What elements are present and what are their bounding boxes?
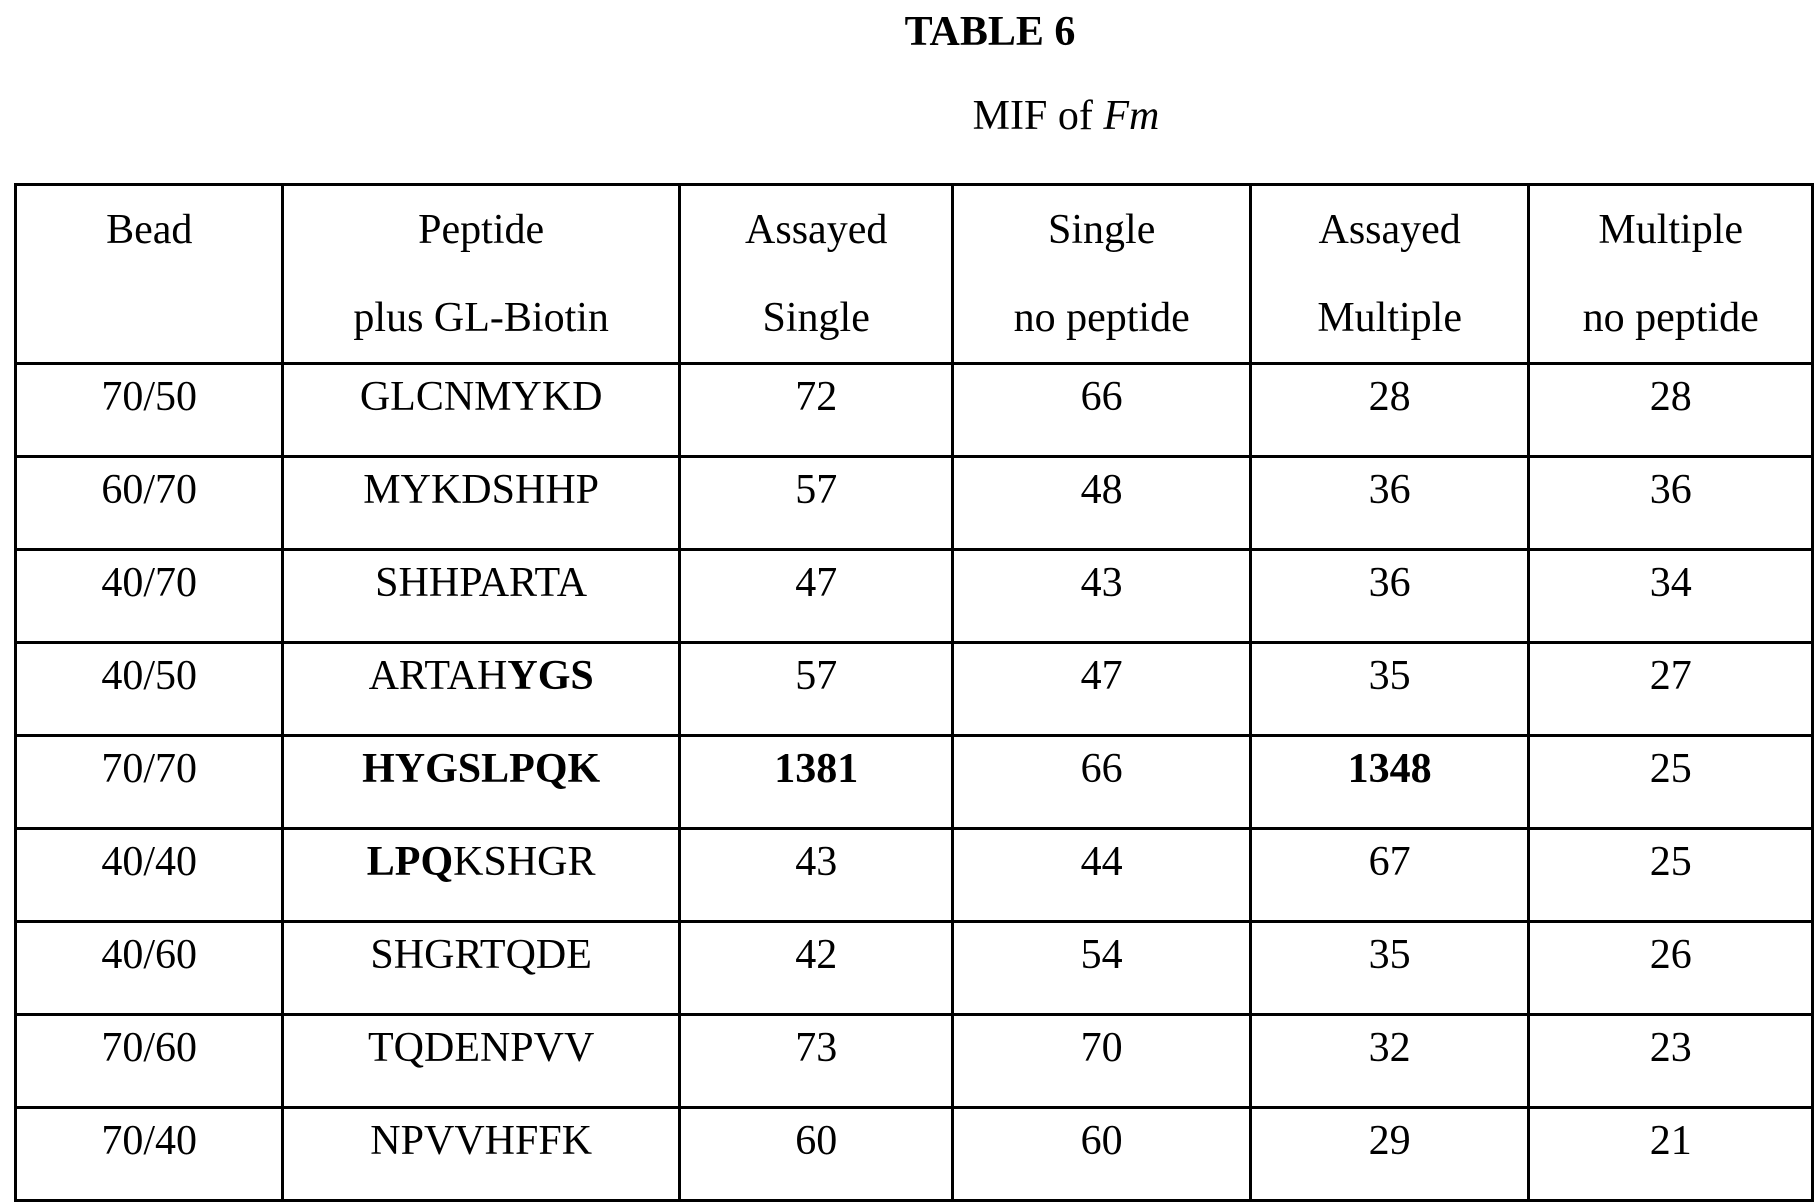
cell-assayed-single-value: 72 — [795, 374, 837, 420]
header-line: Bead — [17, 186, 281, 274]
header-single-no-peptide — [953, 185, 1250, 364]
peptide-segment: KSHGR — [453, 839, 595, 885]
cell-assayed-single-value: 60 — [795, 1118, 837, 1164]
cell-peptide — [283, 829, 679, 922]
table-title: TABLE 6 — [0, 8, 1818, 56]
cell-multiple-no-peptide-value: 25 — [1650, 839, 1692, 885]
header-row — [16, 185, 1813, 364]
cell-bead-value: 70/40 — [101, 1118, 197, 1164]
cell-multiple-no-peptide-value: 26 — [1650, 932, 1692, 978]
header-line: Single — [681, 274, 952, 362]
cell-bead-value: 40/40 — [101, 839, 197, 885]
cell-assayed-multiple — [1250, 643, 1529, 736]
cell-assayed-single-value: 42 — [795, 932, 837, 978]
cell-single-no-peptide-value: 43 — [1081, 560, 1123, 606]
cell-assayed-multiple-value: 67 — [1369, 839, 1411, 885]
cell-multiple-no-peptide — [1529, 829, 1813, 922]
cell-peptide — [283, 643, 679, 736]
header-line: plus GL-Biotin — [284, 274, 677, 362]
cell-assayed-single — [679, 922, 953, 1015]
cell-peptide — [283, 550, 679, 643]
cell-bead — [16, 1108, 283, 1201]
peptide-segment: TQDENPVV — [368, 1025, 594, 1071]
cell-assayed-single-value: 57 — [795, 653, 837, 699]
cell-single-no-peptide-value: 66 — [1081, 374, 1123, 420]
cell-assayed-multiple-value: 35 — [1369, 653, 1411, 699]
header-line: Single — [954, 186, 1248, 274]
cell-assayed-single — [679, 1015, 953, 1108]
cell-single-no-peptide-value: 60 — [1081, 1118, 1123, 1164]
cell-single-no-peptide — [953, 829, 1250, 922]
cell-multiple-no-peptide-value: 36 — [1650, 467, 1692, 513]
cell-peptide — [283, 922, 679, 1015]
cell-assayed-multiple-value: 36 — [1369, 467, 1411, 513]
cell-assayed-multiple — [1250, 1015, 1529, 1108]
header-line: Assayed — [681, 186, 952, 274]
cell-assayed-multiple-value: 32 — [1369, 1025, 1411, 1071]
header-line: Multiple — [1252, 274, 1528, 362]
peptide-segment: SHGRTQDE — [370, 932, 591, 978]
cell-multiple-no-peptide — [1529, 457, 1813, 550]
subtitle-prefix: MIF of — [973, 93, 1104, 139]
cell-multiple-no-peptide-value: 25 — [1650, 746, 1692, 792]
cell-single-no-peptide-value: 70 — [1081, 1025, 1123, 1071]
cell-bead-value: 60/70 — [101, 467, 197, 513]
cell-single-no-peptide-value: 44 — [1081, 839, 1123, 885]
cell-assayed-multiple-value: 1348 — [1348, 746, 1432, 792]
cell-assayed-multiple-value: 29 — [1369, 1118, 1411, 1164]
cell-multiple-no-peptide — [1529, 736, 1813, 829]
cell-bead-value: 70/60 — [101, 1025, 197, 1071]
cell-single-no-peptide — [953, 550, 1250, 643]
cell-assayed-multiple-value: 28 — [1369, 374, 1411, 420]
header-line: no peptide — [954, 274, 1248, 362]
cell-assayed-single-value: 57 — [795, 467, 837, 513]
cell-bead-value: 70/70 — [101, 746, 197, 792]
header-line: no peptide — [1530, 274, 1811, 362]
cell-assayed-multiple — [1250, 1108, 1529, 1201]
cell-assayed-single — [679, 457, 953, 550]
cell-peptide — [283, 736, 679, 829]
cell-multiple-no-peptide-value: 21 — [1650, 1118, 1692, 1164]
data-table — [14, 183, 1814, 1202]
cell-multiple-no-peptide — [1529, 1108, 1813, 1201]
cell-single-no-peptide-value: 54 — [1081, 932, 1123, 978]
peptide-segment: SHHPARTA — [375, 560, 587, 606]
cell-bead — [16, 550, 283, 643]
cell-assayed-single-value: 1381 — [774, 746, 858, 792]
cell-assayed-single — [679, 364, 953, 457]
peptide-segment: ARTAH — [369, 653, 508, 699]
cell-bead — [16, 736, 283, 829]
cell-assayed-single-value: 47 — [795, 560, 837, 606]
cell-multiple-no-peptide-value: 34 — [1650, 560, 1692, 606]
table-subtitle — [0, 92, 1818, 140]
cell-assayed-single — [679, 829, 953, 922]
cell-single-no-peptide — [953, 364, 1250, 457]
header-line: Multiple — [1530, 186, 1811, 274]
peptide-segment: YGS — [507, 653, 593, 699]
cell-bead — [16, 1015, 283, 1108]
cell-bead — [16, 829, 283, 922]
peptide-segment: MYKDSHHP — [363, 467, 599, 513]
cell-assayed-multiple — [1250, 457, 1529, 550]
peptide-segment: NPVVHFFK — [370, 1118, 592, 1164]
table-row — [16, 1015, 1813, 1108]
cell-bead — [16, 643, 283, 736]
cell-assayed-multiple — [1250, 736, 1529, 829]
table-row — [16, 457, 1813, 550]
cell-assayed-single — [679, 550, 953, 643]
cell-multiple-no-peptide — [1529, 550, 1813, 643]
header-line — [17, 274, 281, 362]
table-row — [16, 829, 1813, 922]
header-line: Peptide — [284, 186, 677, 274]
cell-multiple-no-peptide-value: 27 — [1650, 653, 1692, 699]
header-peptide — [283, 185, 679, 364]
cell-bead-value: 40/60 — [101, 932, 197, 978]
cell-assayed-multiple — [1250, 364, 1529, 457]
cell-single-no-peptide-value: 48 — [1081, 467, 1123, 513]
cell-single-no-peptide — [953, 1015, 1250, 1108]
cell-single-no-peptide-value: 47 — [1081, 653, 1123, 699]
cell-bead — [16, 457, 283, 550]
header-assayed-multiple — [1250, 185, 1529, 364]
cell-bead — [16, 364, 283, 457]
cell-peptide — [283, 364, 679, 457]
header-bead — [16, 185, 283, 364]
table-row — [16, 922, 1813, 1015]
cell-assayed-multiple-value: 35 — [1369, 932, 1411, 978]
cell-single-no-peptide — [953, 922, 1250, 1015]
header-multiple-no-peptide — [1529, 185, 1813, 364]
cell-single-no-peptide-value: 66 — [1081, 746, 1123, 792]
cell-assayed-multiple — [1250, 550, 1529, 643]
cell-assayed-single — [679, 643, 953, 736]
cell-single-no-peptide — [953, 457, 1250, 550]
cell-multiple-no-peptide — [1529, 643, 1813, 736]
cell-assayed-single-value: 43 — [795, 839, 837, 885]
table-row — [16, 643, 1813, 736]
subtitle-organism: Fm — [1103, 93, 1159, 139]
table-row — [16, 550, 1813, 643]
cell-bead — [16, 922, 283, 1015]
table-row — [16, 1108, 1813, 1201]
cell-bead-value: 40/50 — [101, 653, 197, 699]
cell-assayed-multiple-value: 36 — [1369, 560, 1411, 606]
peptide-segment: GLCNMYKD — [360, 374, 603, 420]
cell-assayed-single-value: 73 — [795, 1025, 837, 1071]
cell-multiple-no-peptide — [1529, 922, 1813, 1015]
cell-assayed-single — [679, 1108, 953, 1201]
cell-multiple-no-peptide — [1529, 364, 1813, 457]
cell-multiple-no-peptide-value: 23 — [1650, 1025, 1692, 1071]
cell-single-no-peptide — [953, 736, 1250, 829]
cell-single-no-peptide — [953, 1108, 1250, 1201]
peptide-segment: HYGSLPQK — [362, 746, 600, 792]
peptide-segment: LPQ — [367, 839, 453, 885]
cell-assayed-multiple — [1250, 829, 1529, 922]
header-line: Assayed — [1252, 186, 1528, 274]
cell-multiple-no-peptide — [1529, 1015, 1813, 1108]
table-row — [16, 736, 1813, 829]
cell-bead-value: 40/70 — [101, 560, 197, 606]
table-row — [16, 364, 1813, 457]
cell-multiple-no-peptide-value: 28 — [1650, 374, 1692, 420]
cell-peptide — [283, 1015, 679, 1108]
cell-single-no-peptide — [953, 643, 1250, 736]
header-assayed-single — [679, 185, 953, 364]
cell-bead-value: 70/50 — [101, 374, 197, 420]
cell-peptide — [283, 457, 679, 550]
cell-assayed-multiple — [1250, 922, 1529, 1015]
cell-peptide — [283, 1108, 679, 1201]
cell-assayed-single — [679, 736, 953, 829]
